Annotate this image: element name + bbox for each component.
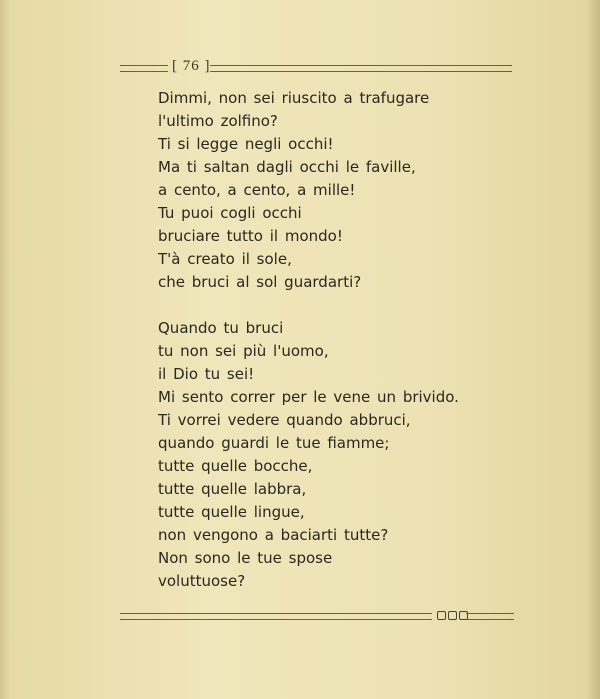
footer-rule-right [466,613,514,620]
header-rule-left [120,65,168,72]
ornament-square-icon [437,611,446,620]
footer-ornament-icon [437,611,468,620]
poem-body [158,87,459,593]
poem-line: a cento, a cento, a mille! [158,181,356,199]
ornament-square-icon [448,611,457,620]
poem-line: Mi sento correr per le vene un brivido. [158,388,459,406]
poem-line: Ti si legge negli occhi! [158,135,334,153]
poem-line: voluttuose? [158,572,246,590]
poem-line: tutte quelle lingue, [158,503,305,521]
footer-rule-left [120,613,432,620]
poem-line: quando guardi le tue fiamme; [158,434,390,452]
stanza-break [158,294,459,317]
poem-line: bruciare tutto il mondo! [158,227,343,245]
poem-line: Ti vorrei vedere quando abbruci, [158,411,411,429]
poem-line: tutte quelle bocche, [158,457,313,475]
header-rule-right [210,65,512,72]
poem-line: tu non sei più l'uomo, [158,342,329,360]
poem-line: che bruci al sol guardarti? [158,273,362,291]
poem-line: Dimmi, non sei riuscito a trafugare [158,89,430,107]
page-edge-shadow [586,0,600,699]
page-gutter-shadow [0,0,10,699]
poem-line: l'ultimo zolfino? [158,112,278,130]
poem-line: tutte quelle labbra, [158,480,307,498]
stanza-2 [158,317,459,593]
poem-line: il Dio tu sei! [158,365,255,383]
stanza-1 [158,87,459,294]
poem-line: Quando tu bruci [158,319,284,337]
page-number: [ 76 ] [172,58,211,74]
poem-line: Non sono le tue spose [158,549,333,567]
poem-line: non vengono a baciarti tutte? [158,526,389,544]
poem-line: T'à creato il sole, [158,250,292,268]
poem-line: Ma ti saltan dagli occhi le faville, [158,158,416,176]
poem-line: Tu puoi cogli occhi [158,204,302,222]
